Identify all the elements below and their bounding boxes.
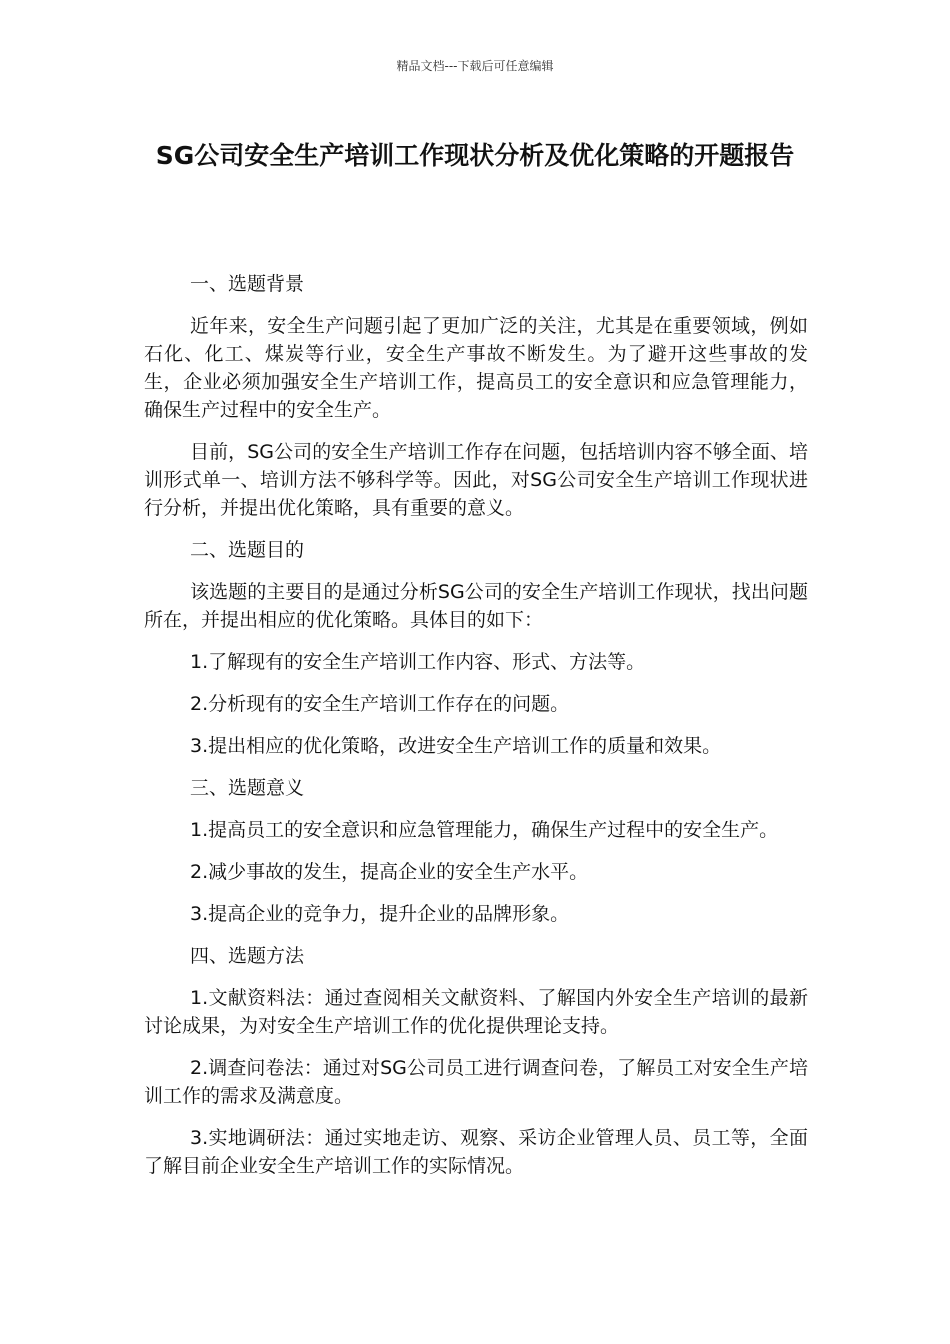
list-item: 1.提高员工的安全意识和应急管理能力，确保生产过程中的安全生产。: [190, 819, 779, 841]
paragraph: 近年来，安全生产问题引起了更加广泛的关注，尤其是在重要领域，例如石化、化工、煤炭等行业，安全生产事故不断发生。为了避开这些事故的发生，企业必须加强安全生产培训工作，提高员工的安全意识和应急管理能力，确保生产过程中的安全生产。: [144, 315, 808, 421]
list-item: 3.提高企业的竞争力，提升企业的品牌形象。: [190, 903, 570, 925]
section-purpose: [144, 536, 808, 760]
section-significance: [144, 774, 808, 928]
document-body: [144, 270, 808, 1194]
list-item: 3.实地调研法：通过实地走访、观察、采访企业管理人员、员工等，全面了解目前企业安全生产培训工作的实际情况。: [144, 1127, 808, 1177]
section-heading: 一、选题背景: [190, 273, 305, 295]
list-item: 1.了解现有的安全生产培训工作内容、形式、方法等。: [190, 651, 646, 673]
list-item: 2.调查问卷法：通过对SG公司员工进行调查问卷，了解员工对安全生产培训工作的需求及满意度。: [144, 1057, 808, 1107]
section-heading: 四、选题方法: [190, 945, 305, 967]
list-item: 2.减少事故的发生，提高企业的安全生产水平。: [190, 861, 589, 883]
section-heading: 二、选题目的: [190, 539, 305, 561]
paragraph: 该选题的主要目的是通过分析SG公司的安全生产培训工作现状，找出问题所在，并提出相应的优化策略。具体目的如下：: [144, 581, 808, 631]
list-item: 2.分析现有的安全生产培训工作存在的问题。: [190, 693, 570, 715]
section-heading: 三、选题意义: [190, 777, 305, 799]
list-item: 1.文献资料法：通过查阅相关文献资料、了解国内外安全生产培训的最新讨论成果，为对安全生产培训工作的优化提供理论支持。: [144, 987, 808, 1037]
document-title: SG公司安全生产培训工作现状分析及优化策略的开题报告: [155, 141, 795, 170]
paragraph: 目前，SG公司的安全生产培训工作存在问题，包括培训内容不够全面、培训形式单一、培训方法不够科学等。因此，对SG公司安全生产培训工作现状进行分析，并提出优化策略，具有重要的意义。: [144, 441, 808, 519]
page-header: 精品文档---下载后可任意编辑: [396, 59, 554, 73]
section-background: [144, 270, 808, 522]
section-methods: [144, 942, 808, 1180]
list-item: 3.提出相应的优化策略，改进安全生产培训工作的质量和效果。: [190, 735, 722, 757]
